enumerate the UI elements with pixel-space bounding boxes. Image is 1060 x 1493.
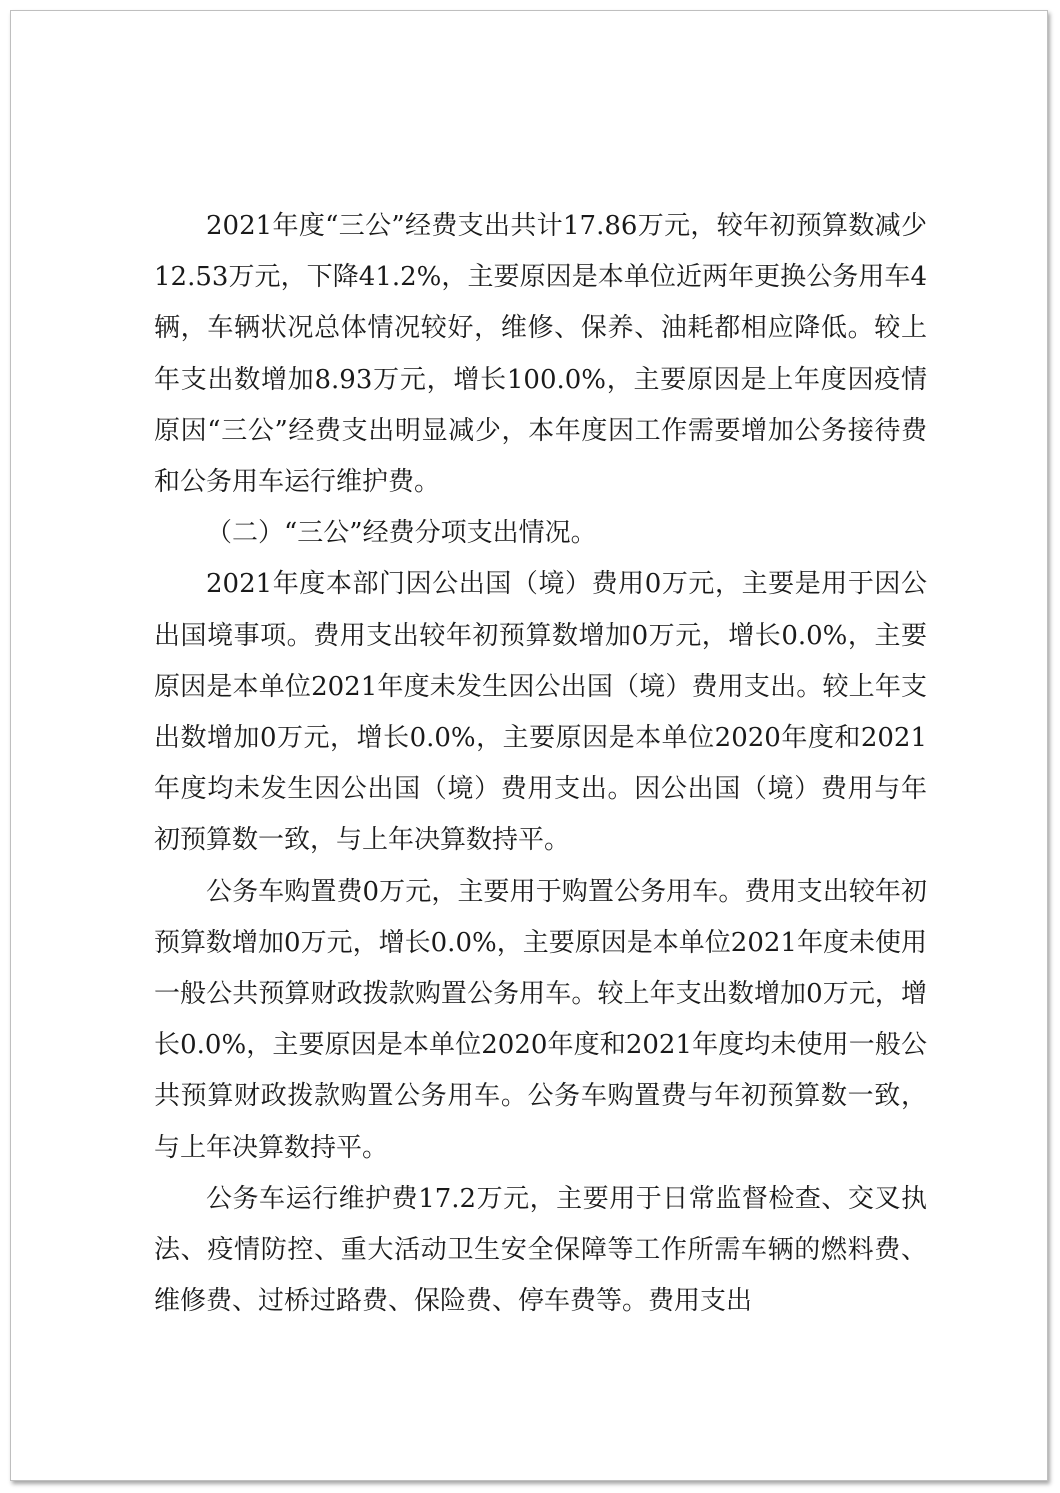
paragraph-overseas-travel: 2021年度本部门因公出国（境）费用0万元，主要是用于因公出国境事项。费用支出较年初预算数增加0万元，增长0.0%，主要原因是本单位2021年度未发生因公出国（境）费用支出。较上年支出数增加0万元，增长0.0%，主要原因是本单位2020年度和2021年度均未发生因公出国（境）费用支出。因公出国（境）费用与年初预算数一致，与上年决算数持平。 [154,569,927,856]
paragraph-vehicle-maintenance: 公务车运行维护费17.2万元，主要用于日常监督检查、交叉执法、疫情防控、重大活动卫生安全保障等工作所需车辆的燃料费、维修费、过桥过路费、保险费、停车费等。费用支出 [154,1183,927,1317]
paragraph-summary: 2021年度“三公”经费支出共计17.86万元，较年初预算数减少12.53万元，下降41.2%，主要原因是本单位近两年更换公务用车4辆，车辆状况总体情况较好，维修、保养、油耗都相应降低。较上年支出数增加8.93万元，增长100.0%，主要原因是上年度因疫情原因“三公”经费支出明显减少，本年度因工作需要增加公务接待费和公务用车运行维护费。 [154,211,927,498]
document-body [154,201,927,1327]
document-page [10,10,1048,1481]
section-heading: （二）“三公”经费分项支出情况。 [206,518,597,549]
paragraph-vehicle-purchase: 公务车购置费0万元，主要用于购置公务用车。费用支出较年初预算数增加0万元，增长0.0%，主要原因是本单位2021年度未使用一般公共预算财政拨款购置公务用车。较上年支出数增加0万元，增长0.0%，主要原因是本单位2020年度和2021年度均未使用一般公共预算财政拨款购置公务用车。公务车购置费与年初预算数一致，与上年决算数持平。 [154,876,927,1163]
